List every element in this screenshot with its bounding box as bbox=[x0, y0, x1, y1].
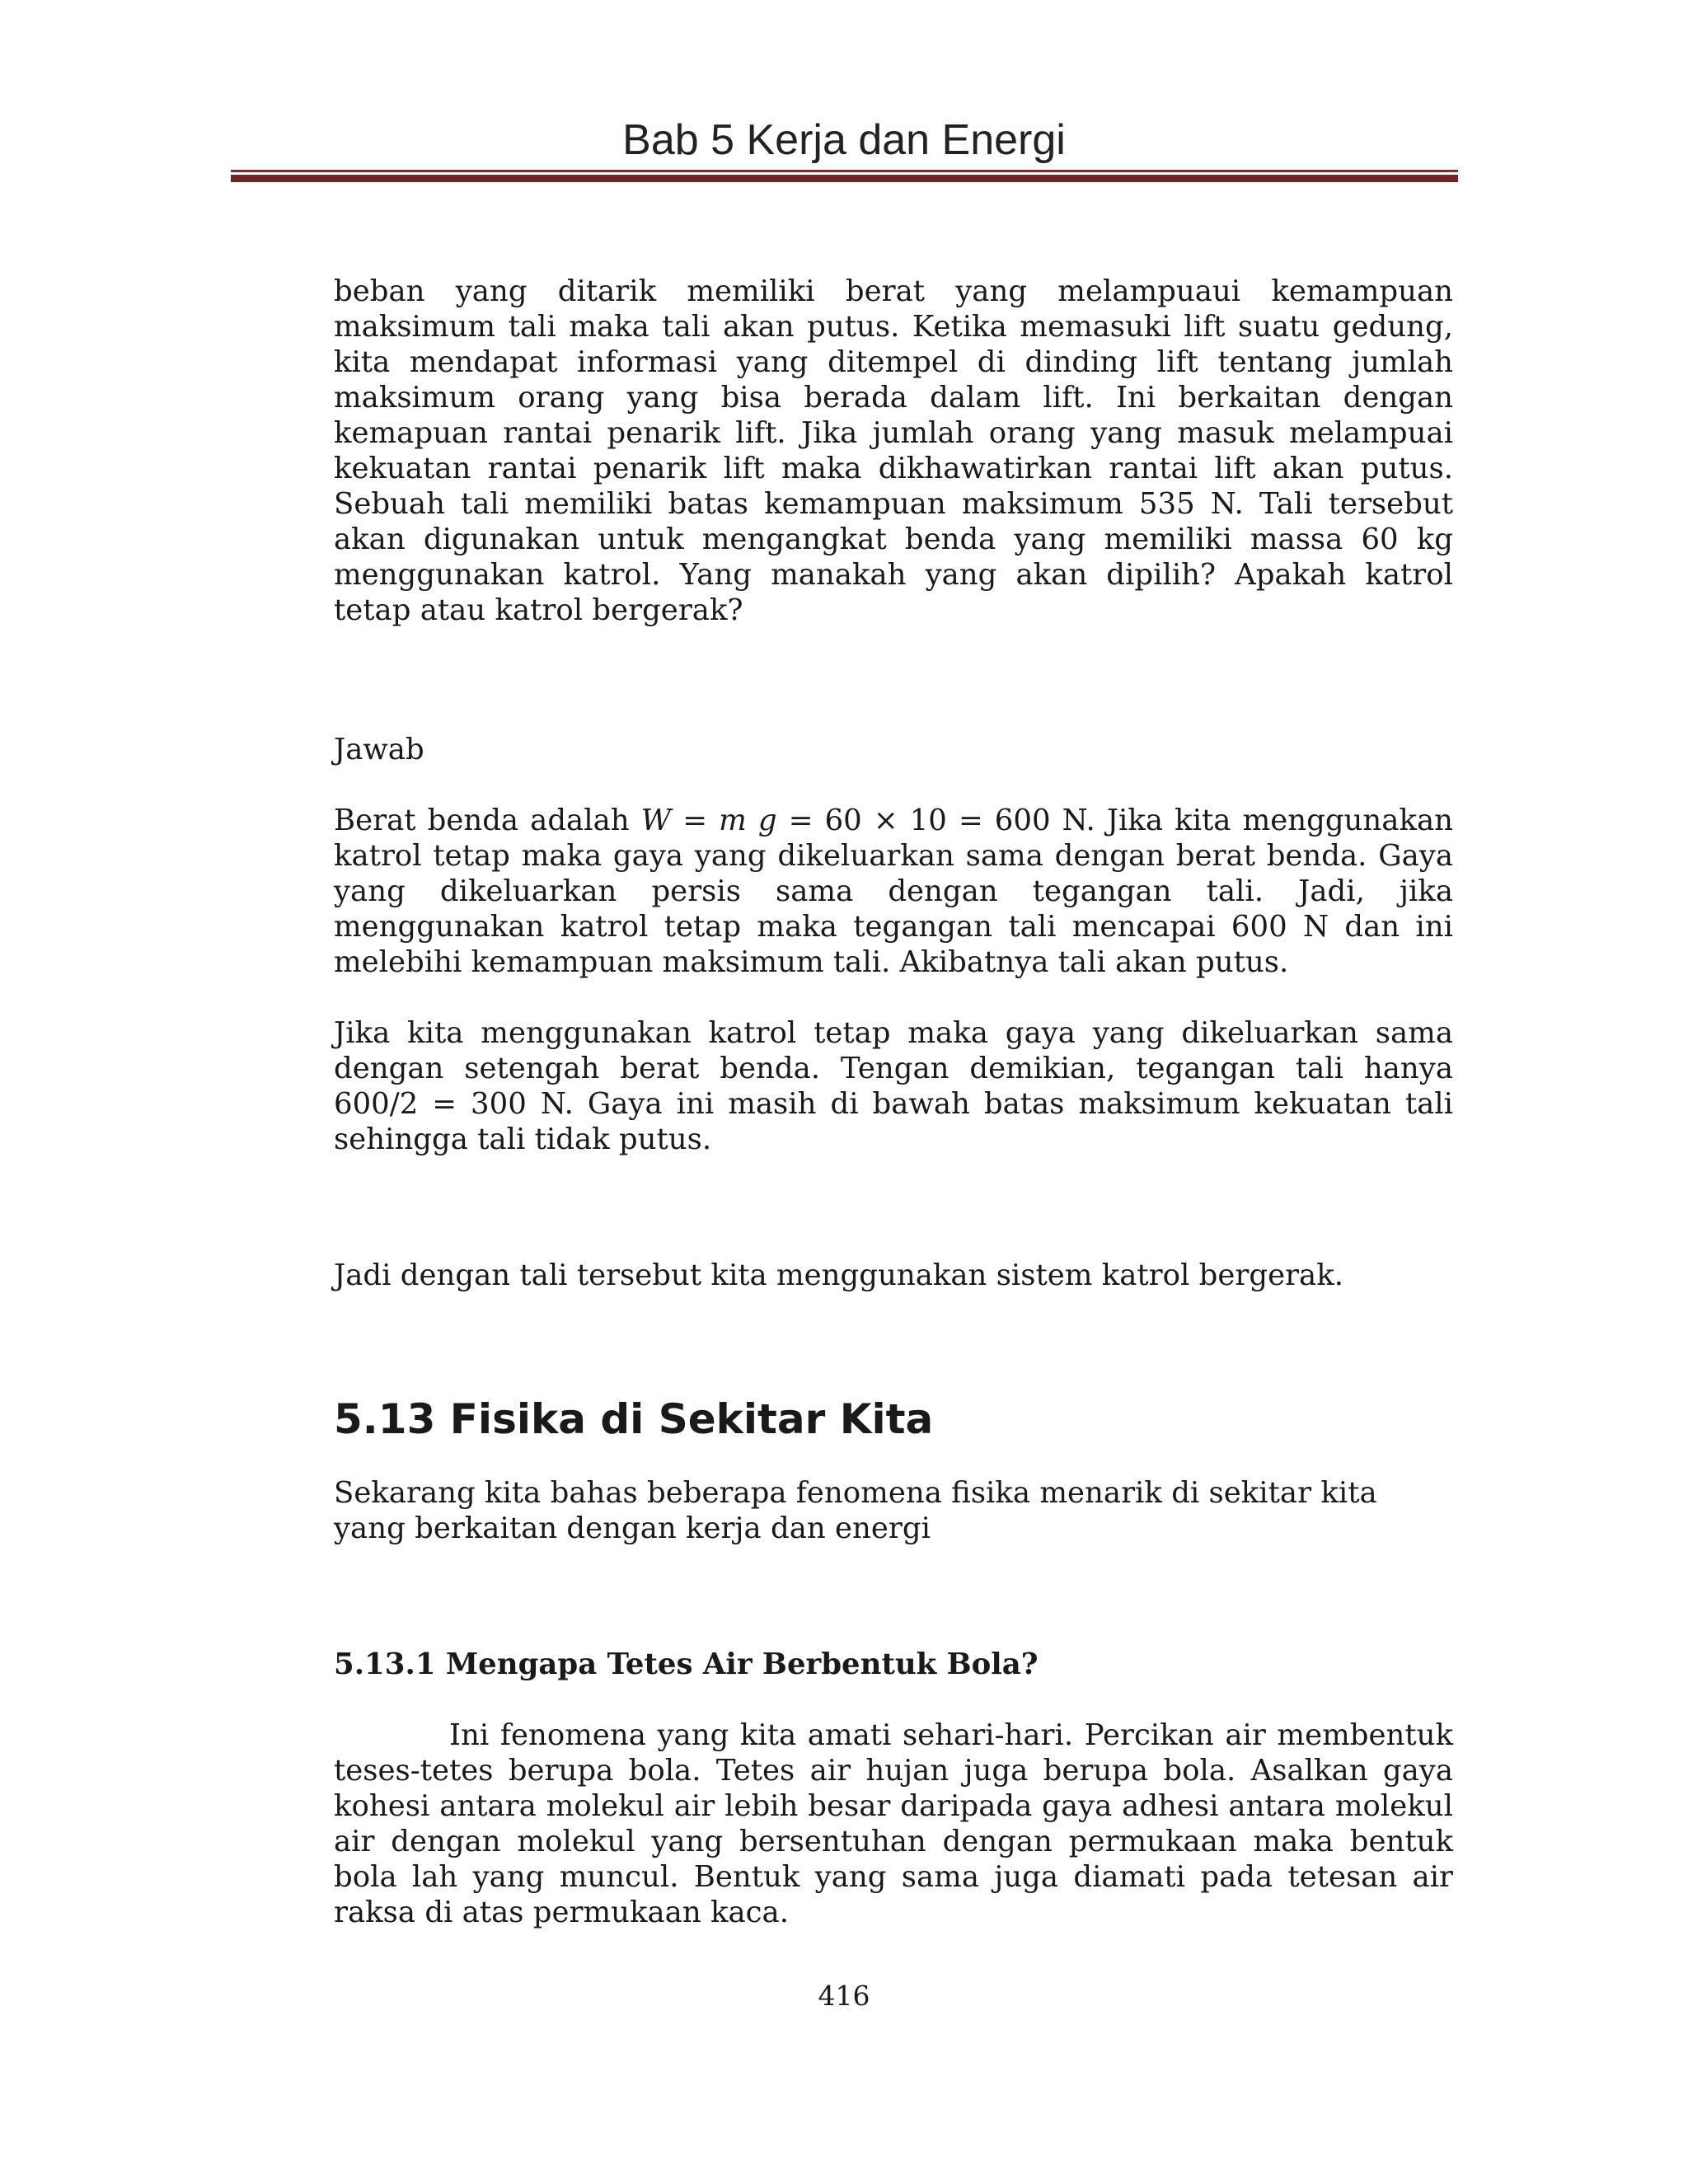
section-intro-block bbox=[334, 1475, 1453, 1546]
header-rule-thick bbox=[231, 175, 1458, 182]
answer-paragraph-block bbox=[334, 803, 1453, 980]
answer-text-rest: = 60 × 10 = 600 N. Jika kita menggunakan katrol tetap maka gaya yang dikeluarkan sama dengan berat benda. Gaya yang dikeluarkan persis sama dengan tegangan tali. Jadi, jika menggunakan katrol tetap maka tegangan tali mencapai 600 N dan ini melebihi kemampuan maksimum tali. Akibatnya tali akan putus. bbox=[334, 804, 1453, 979]
subsection-heading: 5.13.1 Mengapa Tetes Air Berbentuk Bola? bbox=[334, 1647, 1039, 1681]
page-number: 416 bbox=[818, 1980, 870, 2012]
equals-sign: = bbox=[671, 804, 720, 837]
section-intro: Sekarang kita bahas beberapa fenomena fisika menarik di sekitar kita yang berkaitan dengan kerja dan energi bbox=[334, 1476, 1377, 1545]
symbol-W: W bbox=[640, 804, 672, 837]
answer-text-start: Berat benda adalah bbox=[334, 804, 641, 837]
answer-label-block bbox=[334, 732, 1453, 767]
header-rule-thin bbox=[231, 170, 1458, 172]
paragraph-continuation: beban yang ditarik memiliki berat yang melampuaui kemampuan maksimum tali maka tali akan putus. Ketika memasuki lift suatu gedung, kita mendapat informasi yang ditempel di dinding lift tentang jumlah maksimum orang yang bisa berada dalam lift. Ini berkaitan dengan kemapuan rantai penarik lift. Jika jumlah orang yang masuk melampuai kekuatan rantai penarik lift maka dikhawatirkan rantai lift akan putus. Sebuah tali memiliki batas kemampuan maksimum 535 N. Tali tersebut akan digunakan untuk mengangkat benda yang memiliki massa 60 kg menggunakan katrol. Yang manakah yang akan dipilih? Apakah katrol tetap atau katrol bergerak? bbox=[334, 274, 1453, 627]
conclusion-paragraph: Jadi dengan tali tersebut kita menggunakan sistem katrol bergerak. bbox=[334, 1258, 1344, 1292]
answer-label: Jawab bbox=[334, 733, 424, 766]
answer-paragraph-2: Jika kita menggunakan katrol tetap maka gaya yang dikeluarkan sama dengan setengah berat benda. Tengan demikian, tegangan tali hanya 600/2 = 300 N. Gaya ini masih di bawah batas maksimum kekuatan tali sehingga tali tidak putus. bbox=[334, 1016, 1453, 1156]
subsection-body: Ini fenomena yang kita amati sehari-hari. Percikan air membentuk teses-tetes berupa bola. Tetes air hujan juga berupa bola. Asalkan gaya kohesi antara molekul air lebih besar daripada gaya adhesi antara molekul air dengan molekul yang bersentuhan dengan permukaan maka bentuk bola lah yang muncul. Bentuk yang sama juga diamati pada tetesan air raksa di atas permukaan kaca. bbox=[334, 1718, 1453, 1929]
body-text-block-1 bbox=[334, 274, 1453, 628]
subsection-body-block bbox=[334, 1718, 1453, 1930]
answer-paragraph-1 bbox=[334, 803, 1453, 980]
running-header-title: Bab 5 Kerja dan Energi bbox=[622, 116, 1066, 164]
section-heading: 5.13 Fisika di Sekitar Kita bbox=[334, 1395, 934, 1443]
subsection-heading-block bbox=[334, 1647, 1453, 1683]
answer-paragraph-2-block bbox=[334, 1015, 1453, 1157]
section-heading-block bbox=[334, 1394, 1453, 1444]
symbol-g: g bbox=[757, 804, 777, 837]
symbol-space bbox=[747, 804, 758, 837]
symbol-m: m bbox=[719, 804, 747, 837]
conclusion-block bbox=[334, 1258, 1453, 1293]
